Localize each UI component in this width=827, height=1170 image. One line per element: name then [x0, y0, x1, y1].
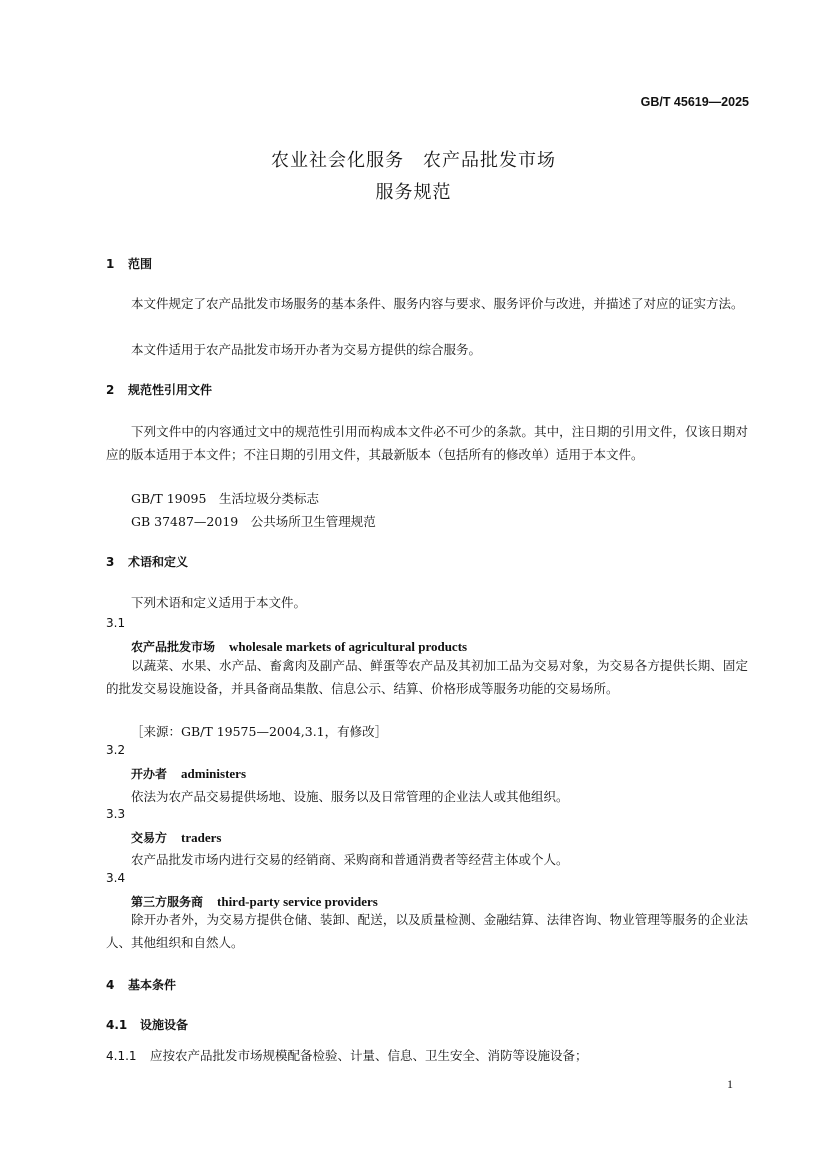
term-en: administers [181, 766, 247, 781]
term-definition: 除开办者外，为交易方提供仓储、装卸、配送，以及质量检测、金融结算、法律咨询、物业管理等服务的企业法人、其他组织和自然人。 [106, 912, 748, 950]
section-title: 术语和定义 [128, 555, 189, 569]
term-en: wholesale markets of agricultural products [229, 639, 468, 654]
term-heading [131, 829, 221, 846]
section-title: 规范性引用文件 [128, 383, 213, 397]
subsection-number: 4.1 [106, 1018, 128, 1032]
section-heading-normative-references [106, 381, 212, 398]
section-heading-basic-conditions [106, 976, 176, 993]
section-number: 2 [106, 383, 115, 397]
term-number: 3.1 [106, 616, 126, 630]
page-number: 1 [727, 1077, 733, 1091]
reference-item: GB/T 19095 生活垃圾分类标志 [131, 491, 319, 506]
term-en: traders [181, 830, 222, 845]
term-heading [131, 638, 467, 655]
section-title: 范围 [128, 257, 153, 271]
term-en: third-party service providers [217, 894, 378, 909]
term-definition: 农产品批发市场内进行交易的经销商、采购商和普通消费者等经营主体或个人。 [131, 852, 569, 867]
scope-paragraph-1: 本文件规定了农产品批发市场服务的基本条件、服务内容与要求、服务评价与改进，并描述了对应的证实方法。 [131, 296, 744, 311]
document-title-line2: 服务规范 [375, 182, 452, 203]
section-heading-scope [106, 255, 152, 272]
term-source: ［来源：GB/T 19575—2004,3.1，有修改］ [131, 724, 388, 739]
section-title: 基本条件 [128, 978, 177, 992]
subsection-heading-facilities [106, 1016, 188, 1033]
clause-number: 4.1.1 [106, 1049, 137, 1063]
section-number: 3 [106, 555, 115, 569]
term-zh: 交易方 [131, 831, 168, 845]
term-number: 3.3 [106, 807, 126, 821]
term-definition: 依法为农产品交易提供场地、设施、服务以及日常管理的企业法人或其他组织。 [131, 789, 569, 804]
standard-number: GB/T 45619—2025 [640, 95, 749, 109]
term-zh: 开办者 [131, 767, 168, 781]
terms-intro: 下列术语和定义适用于本文件。 [131, 595, 307, 610]
reference-item: GB 37487—2019 公共场所卫生管理规范 [131, 514, 376, 529]
term-number: 3.2 [106, 743, 126, 757]
term-heading [131, 765, 246, 782]
term-zh: 农产品批发市场 [131, 640, 216, 654]
subsection-title: 设施设备 [140, 1018, 189, 1032]
term-zh: 第三方服务商 [131, 895, 204, 909]
references-paragraph: 下列文件中的内容通过文中的规范性引用而构成本文件必不可少的条款。其中，注日期的引用文件，仅该日期对应的版本适用于本文件；不注日期的引用文件，其最新版本（包括所有的修改单）适用于本文件。 [106, 424, 748, 462]
term-definition: 以蔬菜、水果、水产品、畜禽肉及副产品、鲜蛋等农产品及其初加工品为交易对象，为交易各方提供长期、固定的批发交易设施设备，并具备商品集散、信息公示、结算、价格形成等服务功能的交易场所。 [106, 658, 748, 696]
section-heading-terms [106, 553, 188, 570]
section-number: 4 [106, 978, 115, 992]
section-number: 1 [106, 257, 115, 271]
clause-4-1-1 [106, 1046, 588, 1064]
scope-paragraph-2: 本文件适用于农产品批发市场开办者为交易方提供的综合服务。 [131, 342, 482, 357]
clause-text: 应按农产品批发市场规模配备检验、计量、信息、卫生安全、消防等设施设备； [150, 1048, 588, 1063]
term-number: 3.4 [106, 871, 126, 885]
document-title-line1: 农业社会化服务 农产品批发市场 [271, 150, 556, 171]
